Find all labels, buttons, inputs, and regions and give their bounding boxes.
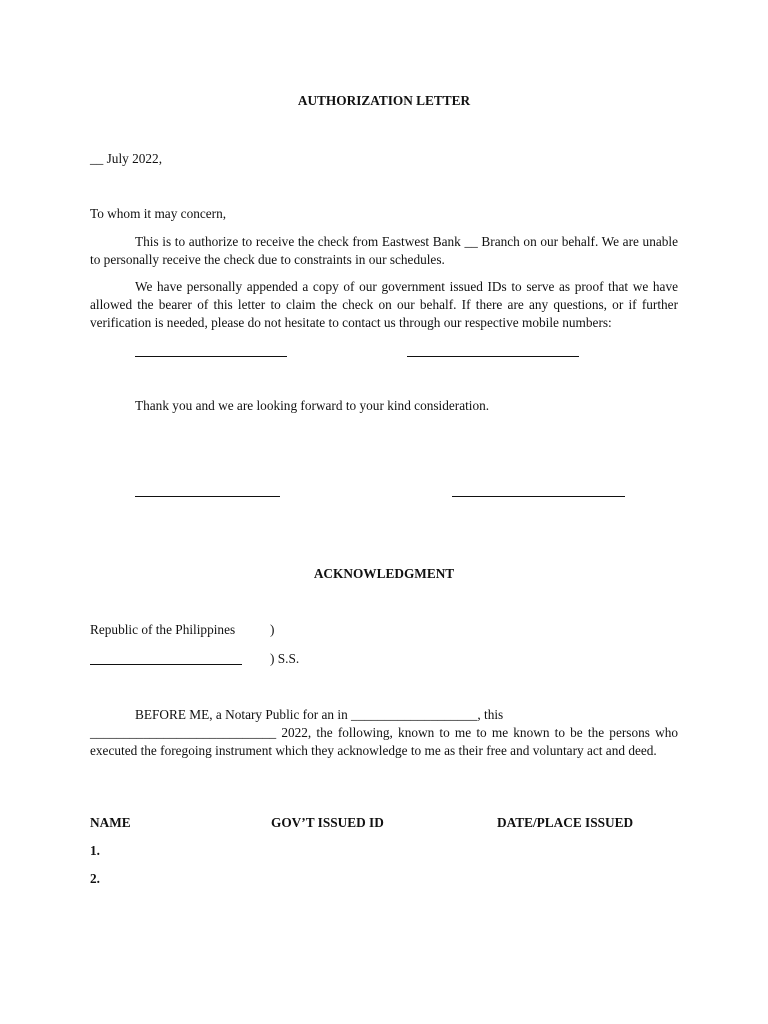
letter-paragraph-2-text: We have personally appended a copy of our government issued IDs to serve as proof that we have allowed the bearer of this letter to claim the check on our behalf. If there are any questions, or if further verification is needed, please do not hesitate to contact us through our respective mobile numbers: bbox=[90, 279, 678, 330]
letter-paragraph-1-text: This is to authorize to receive the check from Eastwest Bank __ Branch on our behalf. We are unable to personally receive the check due to constraints in our schedules. bbox=[90, 234, 678, 267]
acknowledgment-title: ACKNOWLEDGMENT bbox=[313, 566, 455, 581]
mobile-number-line-1 bbox=[135, 356, 287, 357]
acknowledgment-body-line-1: BEFORE ME, a Notary Public for an in ___________________, this bbox=[135, 707, 504, 722]
venue-country: Republic of the Philippines bbox=[90, 622, 236, 637]
mobile-number-line-2 bbox=[407, 356, 579, 357]
signature-line-1 bbox=[135, 496, 280, 497]
letter-closing: Thank you and we are looking forward to your kind consideration. bbox=[135, 398, 490, 413]
venue-paren-1: ) bbox=[270, 622, 275, 637]
acknowledgment-body bbox=[90, 706, 678, 760]
letter-salutation: To whom it may concern, bbox=[90, 206, 227, 221]
venue-paren-2: ) S.S. bbox=[270, 651, 300, 666]
table-header-id: GOV’T ISSUED ID bbox=[271, 815, 384, 830]
venue-city-line bbox=[90, 664, 242, 665]
acknowledgment-body-rest: ____________________________ 2022, the following, known to me to me known to be the persons who executed the foregoing instrument which they acknowledge to me as their free and voluntary act and deed. bbox=[90, 725, 678, 758]
letter-paragraph-2 bbox=[90, 278, 678, 332]
letter-title: AUTHORIZATION LETTER bbox=[297, 93, 471, 108]
table-header-name: NAME bbox=[90, 815, 131, 830]
letter-paragraph-1 bbox=[90, 233, 678, 269]
table-row: 2. bbox=[90, 871, 100, 886]
letter-date: __ July 2022, bbox=[90, 151, 163, 166]
table-row: 1. bbox=[90, 843, 100, 858]
table-header-date: DATE/PLACE ISSUED bbox=[497, 815, 634, 830]
signature-line-2 bbox=[452, 496, 625, 497]
